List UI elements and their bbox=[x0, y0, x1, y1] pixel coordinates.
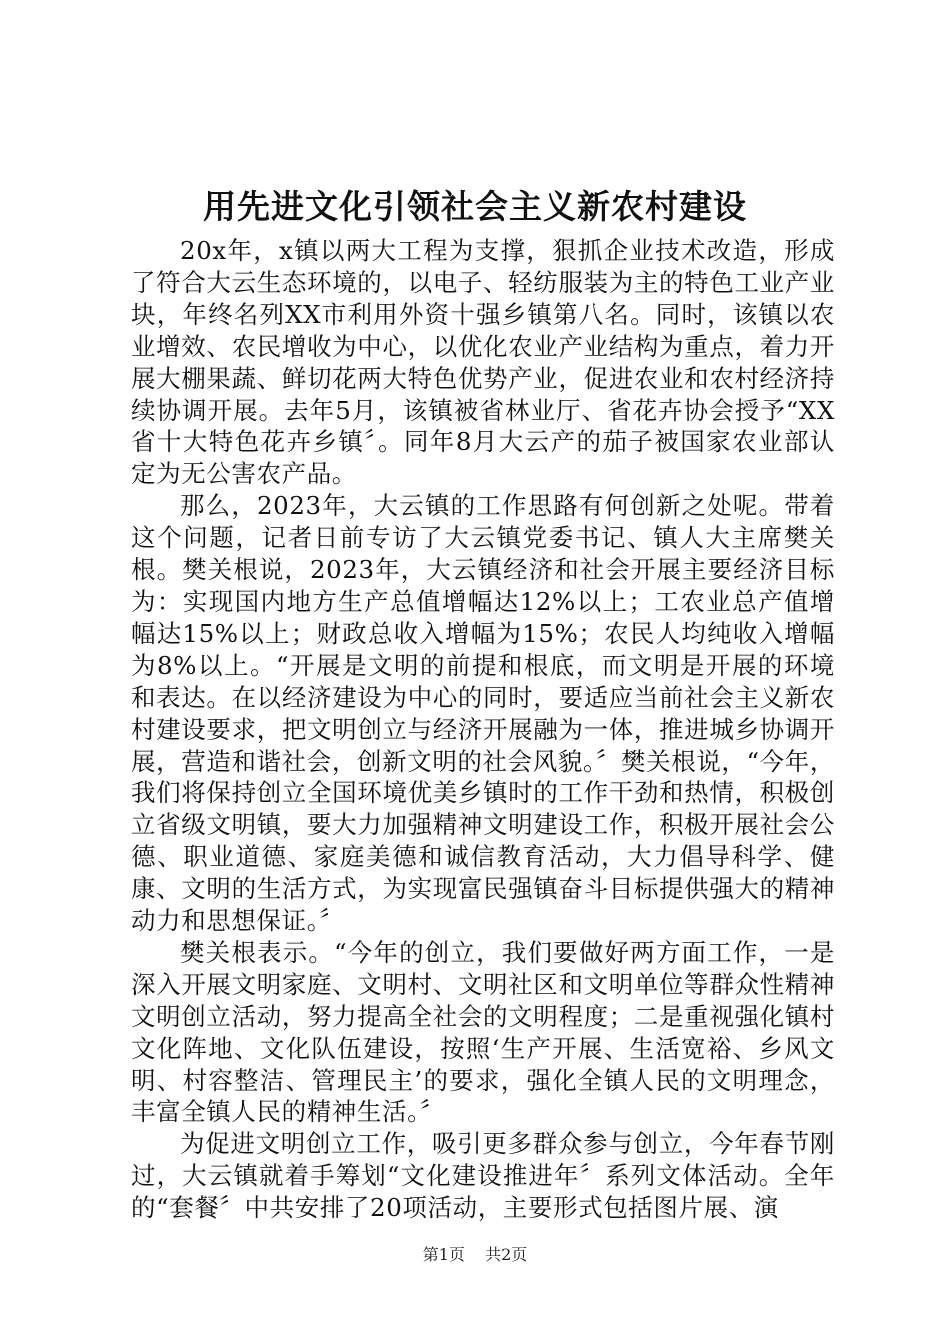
page-footer bbox=[0, 1243, 950, 1267]
paragraph: 为促进文明创立工作，吸引更多群众参与创立，今年春节刚过，大云镇就着手筹划“文化建设推进年〞系列文体活动。全年的“套餐〞中共安排了20项活动，主要形式包括图片展、演 bbox=[131, 1129, 835, 1223]
document-body bbox=[131, 235, 835, 1224]
page-number: 第1页 bbox=[422, 1245, 465, 1264]
page-total: 共2页 bbox=[485, 1245, 528, 1264]
document-title: 用先进文化引领社会主义新农村建设 bbox=[203, 187, 747, 226]
paragraph: 20x年，x镇以两大工程为支撑，狠抓企业技术改造，形成了符合大云生态环境的，以电子、轻纺服装为主的特色工业产业块，年终名列XX市利用外资十强乡镇第八名。同时，该镇以农业增效、农民增收为中心，以优化农业产业结构为重点，着力开展大棚果蔬、鲜切花两大特色优势产业，促进农业和农村经济持续协调开展。去年5月，该镇被省林业厅、省花卉协会授予“XX省十大特色花卉乡镇〞。同年8月大云产的茄子被国家农业部认定为无公害农产品。 bbox=[131, 236, 835, 489]
paragraph: 那么，2023年，大云镇的工作思路有何创新之处呢。带着这个问题，记者日前专访了大云镇党委书记、镇人大主席樊关根。樊关根说，2023年，大云镇经济和社会开展主要经济目标为：实现国内地方生产总值增幅达12%以上；工农业总产值增幅达15%以上；财政总收入增幅为15%；农民人均纯收入增幅为8%以上。“开展是文明的前提和根底，而文明是开展的环境和表达。在以经济建设为中心的同时，要适应当前社会主义新农村建设要求，把文明创立与经济开展融为一体，推进城乡协调开展，营造和谐社会，创新文明的社会风貌。〞樊关根说，“今年，我们将保持创立全国环境优美乡镇时的工作干劲和热情，积极创立省级文明镇，要大力加强精神文明建设工作，积极开展社会公德、职业道德、家庭美德和诚信教育活动，大力倡导科学、健康、文明的生活方式，为实现富民强镇奋斗目标提供强大的精神动力和思想保证。〞 bbox=[131, 491, 835, 936]
paragraph: 樊关根表示。“今年的创立，我们要做好两方面工作，一是深入开展文明家庭、文明村、文明社区和文明单位等群众性精神文明创立活动，努力提高全社会的文明程度；二是重视强化镇村文化阵地、文化队伍建设，按照‘生产开展、生活宽裕、乡风文明、村容整洁、管理民主’的要求，强化全镇人民的文明理念，丰富全镇人民的精神生活。〞 bbox=[131, 937, 835, 1127]
